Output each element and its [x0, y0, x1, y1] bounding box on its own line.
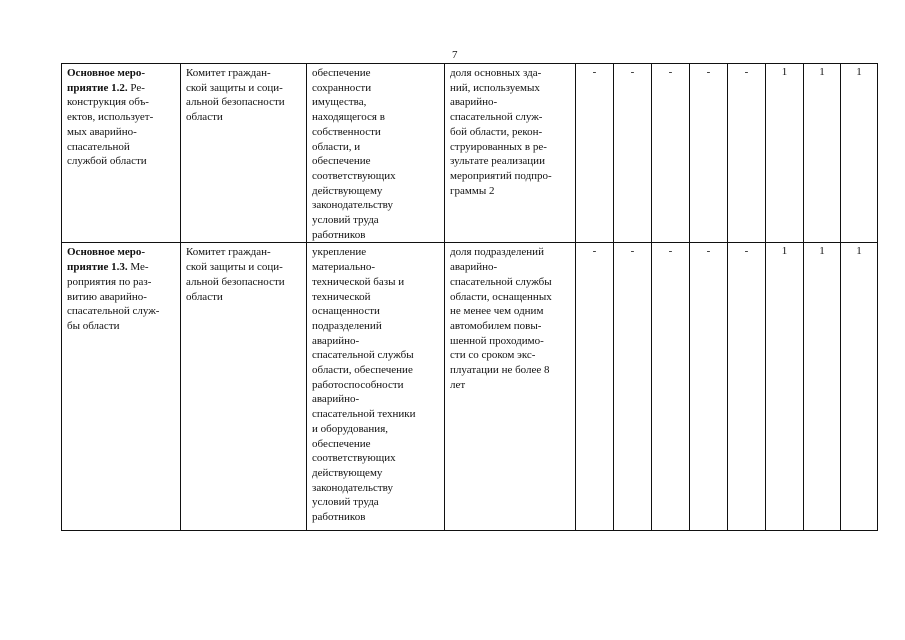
- cell-line: обеспечение: [312, 437, 371, 450]
- cell-line: мероприятий подпро-: [450, 169, 552, 182]
- plan-table-body: [62, 64, 878, 531]
- value-cell: -: [728, 64, 766, 243]
- measure-line: [67, 110, 175, 125]
- value-cell: -: [690, 64, 728, 243]
- cell-text: спасательной служ-: [67, 305, 160, 318]
- cell-line: шенной проходимо-: [450, 334, 544, 347]
- measure-line: [67, 154, 175, 169]
- measure-title-text: Основное меро-: [67, 246, 146, 259]
- cell-line: области, и: [312, 140, 361, 153]
- cell-line: технической: [312, 290, 371, 303]
- cell-text: роприятия по раз-: [67, 275, 152, 288]
- cell-line: альной безопасности: [186, 96, 285, 109]
- cell-line: зультате реализации: [450, 155, 545, 168]
- cell-line: соответствующих: [312, 169, 396, 182]
- value-cell: -: [652, 243, 690, 531]
- cell-line: работников: [312, 228, 366, 241]
- measure-line: [67, 81, 175, 96]
- indicator-cell: [445, 64, 576, 243]
- cell-text: службой области: [67, 155, 147, 168]
- value-cell: -: [652, 64, 690, 243]
- measure-line: [67, 125, 175, 140]
- cell-line: аварийно-: [312, 393, 360, 406]
- cell-line: укрепление: [312, 246, 367, 259]
- cell-text: ектов, использует-: [67, 111, 154, 124]
- cell-line: подразделений: [312, 319, 382, 332]
- table-row: [62, 243, 878, 531]
- cell-line: работоспособности: [312, 378, 404, 391]
- value-cell: -: [576, 64, 614, 243]
- value-cell: 1: [766, 64, 804, 243]
- value-cell: -: [576, 243, 614, 531]
- cell-line: спасательной службы: [312, 349, 414, 362]
- cell-line: области, обеспечение: [312, 364, 413, 377]
- cell-text: спасательной: [67, 140, 130, 153]
- cell-line: Комитет граждан-: [186, 67, 271, 79]
- cell-line: материально-: [312, 261, 376, 274]
- measure-line: [67, 95, 175, 110]
- cell-line: условий труда: [312, 496, 379, 509]
- measure-line: [67, 66, 175, 81]
- measure-line: [67, 304, 175, 319]
- cell-line: условий труда: [312, 214, 379, 227]
- value-cell: -: [614, 243, 652, 531]
- cell-line: и оборудования,: [312, 422, 389, 435]
- value-cell: 1: [841, 64, 878, 243]
- cell-line: ской защиты и соци-: [186, 81, 283, 94]
- measure-line: [67, 140, 175, 155]
- cell-line: обеспечение: [312, 67, 371, 79]
- table-row: [62, 64, 878, 243]
- value-cell: 1: [841, 243, 878, 531]
- cell-line: не менее чем одним: [450, 305, 544, 318]
- cell-line: доля подразделений: [450, 246, 544, 259]
- measure-line: [67, 245, 175, 260]
- cell-line: имущества,: [312, 96, 367, 109]
- cell-text: конструкция объ-: [67, 96, 149, 109]
- value-cell: -: [614, 64, 652, 243]
- cell-line: законодательству: [312, 481, 393, 494]
- cell-line: спасательной службы: [450, 275, 552, 288]
- cell-line: сти со сроком экс-: [450, 349, 536, 362]
- cell-text: мых аварийно-: [67, 125, 137, 138]
- cell-text: Ре-: [127, 81, 145, 94]
- measure-line: [67, 275, 175, 290]
- cell-line: работников: [312, 511, 366, 524]
- measure-title-text: Основное меро-: [67, 67, 146, 79]
- cell-text: витию аварийно-: [67, 290, 147, 303]
- cell-line: автомобилем повы-: [450, 319, 542, 332]
- cell-line: области, оснащенных: [450, 290, 552, 303]
- cell-text: Ме-: [127, 261, 149, 274]
- measure-cell: [62, 64, 181, 243]
- indicator-cell: [445, 243, 576, 531]
- cell-line: спасательной служ-: [450, 111, 543, 124]
- page-number: 7: [452, 49, 458, 61]
- cell-line: плуатации не более 8: [450, 364, 550, 377]
- value-cell: -: [728, 243, 766, 531]
- cell-line: технической базы и: [312, 275, 405, 288]
- cell-line: спасательной техники: [312, 408, 416, 421]
- cell-line: струированных в ре-: [450, 140, 547, 153]
- cell-line: собственности: [312, 125, 381, 138]
- cell-line: лет: [450, 378, 466, 391]
- cell-line: законодательству: [312, 199, 393, 212]
- cell-line: действующему: [312, 184, 383, 197]
- cell-line: бой области, рекон-: [450, 125, 543, 138]
- plan-table: [61, 63, 878, 531]
- cell-line: доля основных зда-: [450, 67, 542, 79]
- value-cell: -: [690, 243, 728, 531]
- cell-line: аварийно-: [450, 261, 498, 274]
- cell-line: ской защиты и соци-: [186, 261, 283, 274]
- value-cell: 1: [804, 243, 841, 531]
- measure-title-text: приятие 1.3.: [67, 261, 128, 274]
- cell-line: находящегося в: [312, 111, 385, 124]
- result-cell: [307, 243, 445, 531]
- cell-line: области: [186, 111, 223, 124]
- cell-line: соответствующих: [312, 452, 396, 465]
- cell-line: области: [186, 290, 223, 303]
- cell-line: аварийно-: [312, 334, 360, 347]
- measure-line: [67, 290, 175, 305]
- cell-line: сохранности: [312, 81, 372, 94]
- cell-line: граммы 2: [450, 184, 495, 197]
- cell-line: аварийно-: [450, 96, 498, 109]
- cell-line: ний, используемых: [450, 81, 540, 94]
- cell-line: обеспечение: [312, 155, 371, 168]
- executor-cell: [181, 64, 307, 243]
- measure-cell: [62, 243, 181, 531]
- measure-title-text: приятие 1.2.: [67, 81, 128, 94]
- cell-line: Комитет граждан-: [186, 246, 271, 259]
- measure-line: [67, 319, 175, 334]
- value-cell: 1: [804, 64, 841, 243]
- value-cell: 1: [766, 243, 804, 531]
- measure-line: [67, 260, 175, 275]
- cell-text: бы области: [67, 319, 120, 332]
- cell-line: действующему: [312, 466, 383, 479]
- cell-line: оснащенности: [312, 305, 380, 318]
- cell-line: альной безопасности: [186, 275, 285, 288]
- executor-cell: [181, 243, 307, 531]
- result-cell: [307, 64, 445, 243]
